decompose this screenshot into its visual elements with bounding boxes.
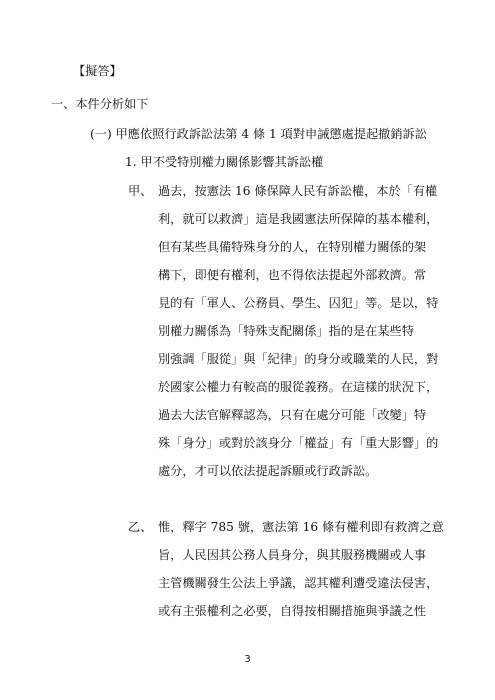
paragraph-line: 於國家公權力有較高的服從義務。在這樣的狀況下， xyxy=(158,380,439,394)
point-marker-jia: 甲、 xyxy=(128,184,153,198)
paragraph-line: 主管機關發生公法上爭議，認其權利遭受違法侵害， xyxy=(158,576,439,590)
paragraph-line: 惟，釋字 785 號，憲法第 16 條有權利即有救濟之意 xyxy=(158,520,444,534)
page-number: 3 xyxy=(244,654,251,665)
paragraph-line: 或有主張權利之必要，自得按相關措施與爭議之性 xyxy=(158,604,427,618)
paragraph-line: 過去大法官解釋認為，只有在處分可能「改變」特 xyxy=(158,408,427,422)
subsection-title: (一) 甲應依照行政訴訟法第 4 條 1 項對申誡懲處提起撤銷訴訟 xyxy=(90,127,427,141)
paragraph-line: 旨，人民因其公務人員身分，與其服務機關或人事 xyxy=(158,548,427,562)
section-title: 一、本件分析如下 xyxy=(51,97,149,111)
paragraph-line: 處分，才可以依法提起訴願或行政訴訟。 xyxy=(158,464,378,478)
paragraph-line: 見的有「軍人、公務員、學生、囚犯」等。是以，特 xyxy=(158,296,439,310)
paragraph-line: 別強調「服從」與「紀律」的身分或職業的人民，對 xyxy=(158,352,439,366)
paragraph-line: 過去，按憲法 16 條保障人民有訴訟權，本於「有權 xyxy=(158,184,438,198)
paragraph-line: 別權力關係為「特殊支配關係」指的是在某些特 xyxy=(158,324,414,338)
answer-heading: 【擬答】 xyxy=(73,64,122,78)
paragraph-line: 殊「身分」或對於該身分「權益」有「重大影響」的 xyxy=(158,436,439,450)
paragraph-line: 構下，即便有權利，也不得依法提起外部救濟。常 xyxy=(158,268,427,282)
point-marker-yi: 乙、 xyxy=(128,520,153,534)
paragraph-line: 但有某些具備特殊身分的人，在特別權力關係的架 xyxy=(158,240,427,254)
paragraph-line: 利，就可以救濟」這是我國憲法所保障的基本權利， xyxy=(158,212,439,226)
item-title: 1. 甲不受特別權力關係影響其訴訟權 xyxy=(125,155,324,169)
